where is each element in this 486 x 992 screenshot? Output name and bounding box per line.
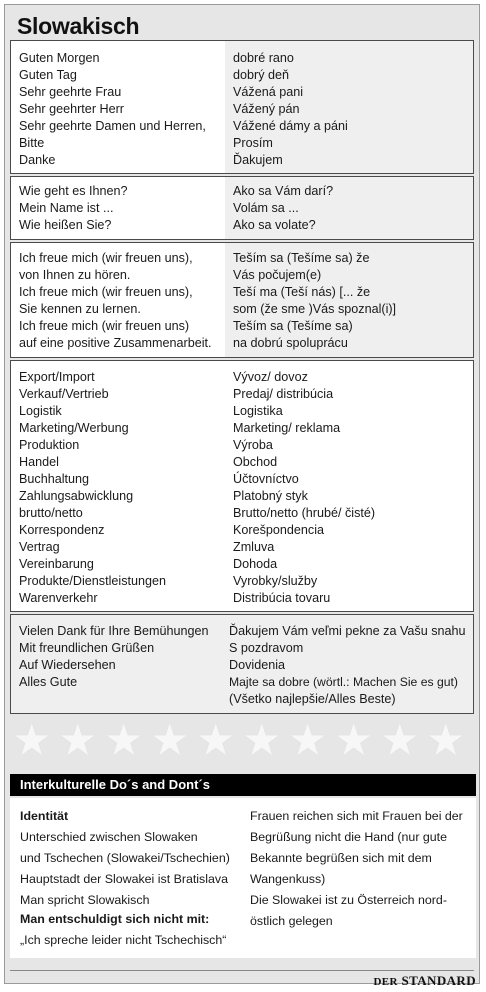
german-term: Marketing/Werbung [19, 421, 129, 435]
slovak-term: Platobný styk [233, 489, 308, 503]
german-term: Vertrag [19, 540, 60, 554]
intercultural-note: „Ich spreche leider nicht Tschechisch“ [20, 933, 227, 947]
german-phrase: Alles Gute [19, 675, 78, 689]
intercultural-note: Frauen reichen sich mit Frauen bei der [250, 809, 463, 823]
slovak-term: Účtovníctvo [233, 472, 299, 486]
german-phrase: Wie heißen Sie? [19, 218, 112, 232]
german-term: Logistik [19, 404, 62, 418]
slovak-term: Predaj/ distribúcia [233, 387, 334, 401]
star-decoration [10, 716, 474, 766]
slovak-phrase: Ďakujem [233, 153, 283, 167]
slovak-term: Vývoz/ dovoz [233, 370, 308, 384]
german-phrase: Mein Name ist ... [19, 201, 114, 215]
slovak-phrase: Dovidenia [229, 658, 286, 672]
star-icon: ★ [196, 716, 236, 765]
slovak-phrase: Ďakujem Vám veľmi pekne za Vašu snahu [229, 624, 466, 638]
intercultural-note: Begrüßung nicht die Hand (nur gute [250, 830, 447, 844]
german-term: Warenverkehr [19, 591, 98, 605]
slovak-term: Výroba [233, 438, 273, 452]
german-term: Handel [19, 455, 59, 469]
slovak-phrase: (Všetko najlepšie/Alles Beste) [229, 692, 396, 706]
slovak-term: Marketing/ reklama [233, 421, 341, 435]
slovak-term: Zmluva [233, 540, 275, 554]
intercultural-note: Unterschied zwischen Slowaken [20, 830, 198, 844]
intercultural-note: Wangenkuss) [250, 872, 326, 886]
slovak-phrase: Majte sa dobre (wörtl.: Machen Sie es gut) [229, 675, 458, 689]
slovak-column [225, 361, 473, 611]
slovak-phrase: Vážená pani [233, 85, 304, 99]
star-icon: ★ [380, 716, 420, 765]
german-phrase: Vielen Dank für Ihre Bemühungen [19, 624, 209, 638]
slovak-term: Dohoda [233, 557, 278, 571]
german-term: Verkauf/Vertrieb [19, 387, 109, 401]
german-phrase: Sehr geehrter Herr [19, 102, 124, 116]
german-column [11, 177, 225, 239]
section-business-vocabulary [10, 360, 474, 612]
german-term: Zahlungsabwicklung [19, 489, 134, 503]
slovak-column [225, 41, 473, 173]
star-icon: ★ [242, 716, 282, 765]
german-term: Produktion [19, 438, 80, 452]
section-introductions [10, 176, 474, 240]
german-phrase: Mit freundlichen Grüßen [19, 641, 155, 655]
slovak-phrase: S pozdravom [229, 641, 304, 655]
german-column [11, 41, 225, 173]
star-icon: ★ [288, 716, 328, 765]
footer-divider [10, 970, 474, 971]
slovak-column [225, 177, 473, 239]
intercultural-note: Hauptstadt der Slowakei ist Bratislava [20, 872, 228, 886]
logo-name: STANDARD [401, 973, 476, 988]
star-icon: ★ [334, 716, 374, 765]
german-phrase: von Ihnen zu hören. [19, 268, 131, 282]
star-icon: ★ [12, 716, 52, 765]
german-phrase: Sie kennen zu lernen. [19, 302, 141, 316]
german-term: Produkte/Dienstleistungen [19, 574, 167, 588]
german-column [11, 361, 225, 611]
slovak-phrase: Ako sa Vám darí? [233, 184, 334, 198]
slovak-phrase: Ako sa volate? [233, 218, 316, 232]
slovak-term: Korešpondencia [233, 523, 325, 537]
slovak-term: Vyrobky/služby [233, 574, 318, 588]
logo-prefix: DER [373, 976, 398, 988]
intercultural-section [10, 798, 476, 958]
intercultural-note: Bekannte begrüßen sich mit dem [250, 851, 432, 865]
intercultural-note: Die Slowakei ist zu Österreich nord- [250, 893, 447, 907]
slovak-phrase: dobré rano [233, 51, 294, 65]
german-phrase: Wie geht es Ihnen? [19, 184, 128, 198]
star-icon: ★ [426, 716, 466, 765]
german-term: brutto/netto [19, 506, 83, 520]
section-greetings [10, 40, 474, 174]
german-term: Export/Import [19, 370, 95, 384]
german-phrase: Guten Morgen [19, 51, 100, 65]
slovak-phrase: Teším sa (Tešíme sa) [233, 319, 353, 333]
intercultural-note: östlich gelegen [250, 914, 333, 928]
german-phrase: Sehr geehrte Frau [19, 85, 122, 99]
slovak-phrase: Teším sa (Tešíme sa) že [233, 251, 370, 265]
german-phrase: auf eine positive Zusammenarbeit. [19, 336, 212, 350]
german-term: Vereinbarung [19, 557, 94, 571]
star-icon: ★ [150, 716, 190, 765]
intercultural-subheading: Man entschuldigt sich nicht mit: [20, 912, 210, 926]
slovak-phrase: Vás počujem(e) [233, 268, 322, 282]
slovak-phrase: som (že sme )Vás spoznal(i)] [233, 302, 397, 316]
german-term: Korrespondenz [19, 523, 105, 537]
slovak-term: Obchod [233, 455, 278, 469]
german-phrase: Sehr geehrte Damen und Herren, [19, 119, 206, 133]
intercultural-heading: Interkulturelle Do´s and Dont´s [10, 774, 476, 796]
german-column [11, 243, 225, 357]
slovak-phrase: Vážené dámy a páni [233, 119, 348, 133]
slovak-phrase: na dobrú spoluprácu [233, 336, 348, 350]
slovak-phrase: dobrý deň [233, 68, 290, 82]
slovak-term: Distribúcia tovaru [233, 591, 331, 605]
section-pleasure [10, 242, 474, 358]
german-term: Buchhaltung [19, 472, 90, 486]
star-icon: ★ [104, 716, 144, 765]
section-closings [10, 614, 474, 714]
slovak-column [225, 243, 473, 357]
german-phrase: Guten Tag [19, 68, 77, 82]
german-phrase: Bitte [19, 136, 45, 150]
slovak-term: Brutto/netto (hrubé/ čisté) [233, 506, 376, 520]
slovak-phrase: Vážený pán [233, 102, 300, 116]
intercultural-note: Man spricht Slowakisch [20, 893, 150, 907]
slovak-term: Logistika [233, 404, 283, 418]
german-phrase: Danke [19, 153, 56, 167]
german-phrase: Ich freue mich (wir freuen uns) [19, 319, 190, 333]
intercultural-note: und Tschechen (Slowakei/Tschechien) [20, 851, 230, 865]
slovak-phrase: Volám sa ... [233, 201, 299, 215]
slovak-phrase: Teší ma (Teší nás) [... že [233, 285, 371, 299]
german-phrase: Ich freue mich (wir freuen uns), [19, 285, 193, 299]
german-column [11, 615, 225, 713]
slovak-phrase: Prosím [233, 136, 273, 150]
german-phrase: Ich freue mich (wir freuen uns), [19, 251, 193, 265]
page-title: Slowakisch [17, 13, 140, 39]
intercultural-subheading: Identität [20, 809, 69, 823]
german-phrase: Auf Wiedersehen [19, 658, 116, 672]
slovak-column [225, 615, 473, 713]
publisher-logo [373, 973, 476, 989]
star-icon: ★ [58, 716, 98, 765]
